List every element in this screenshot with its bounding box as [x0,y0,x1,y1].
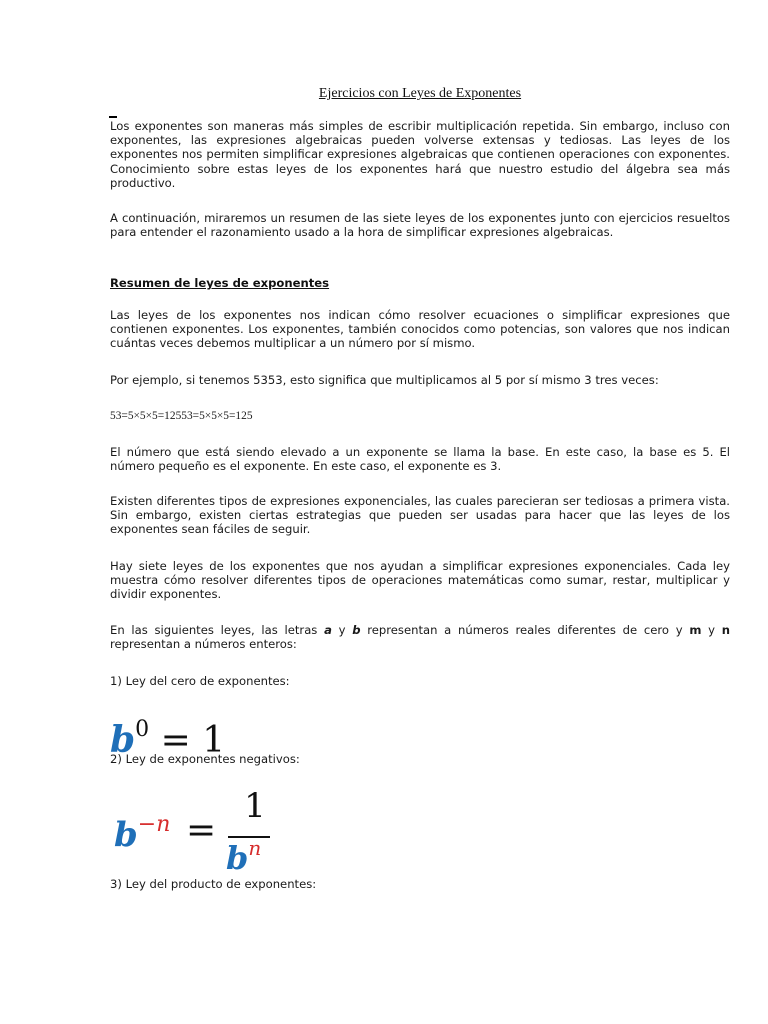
text-cursor [109,116,117,118]
variables-text-3: representan a números reales diferentes de cero y [360,623,690,637]
variable-n: n [721,623,730,637]
variable-a: a [324,623,332,637]
variables-text-5: representan a números enteros: [110,637,297,652]
fraction-denominator [226,836,261,877]
paragraph-base-exponent: El número que está siendo elevado a un exponente se llama la base. En este caso, la base es 5. El número pequeño es el exponente. En este caso, el exponente es 3. [110,445,730,474]
document-title: Ejercicios con Leyes de Exponentes [318,86,522,101]
formula-negative-exponent: −n [137,812,171,837]
formula-rhs: 1 [202,720,226,761]
paragraph-laws-intro: Las leyes de los exponentes nos indican cómo resolver ecuaciones o simplificar expresiones que contienen exponentes. Los exponentes, también conocidos como potencias, son valores que nos indican cuántas veces debemos multiplicar a un número por sí mismo. [110,308,730,351]
formula-lhs [114,812,170,855]
variable-m: m [689,623,702,637]
formula-equals: = [160,720,191,761]
paragraph-expression-types: Existen diferentes tipos de expresiones exponenciales, las cuales parecieran ser tediosas a primera vista. Sin embargo, existen ciertas estrategias que pueden ser usadas para hacer que las leyes de los exponentes sean fáciles de seguir. [110,494,730,537]
example-equation: 53=5×5×5=12553=5×5×5=125 [110,410,253,422]
paragraph-variables [110,623,730,651]
law-2-formula [110,786,310,880]
denominator-base: b [226,839,249,877]
paragraph-seven-laws: Hay siete leyes de los exponentes que nos ayudan a simplificar expresiones exponenciales. Cada ley muestra cómo resolver diferentes tipos de operaciones matemáticas como sumar, restar, multiplicar y dividir exponentes. [110,559,730,602]
variables-text-4: y [701,623,722,637]
intro-paragraph-1: Los exponentes son maneras más simples de escribir multiplicación repetida. Sin embargo, incluso con exponentes, las expresiones algebraicas pueden volverse extensas y tediosas. Las leyes de los exponentes nos permiten simplificar expresiones algebraicas que contienen operaciones con exponentes. Conocimiento sobre estas leyes de los exponentes hará que nuestro estudio del álgebra sea más productivo. [110,119,730,190]
formula-base: b [110,719,136,761]
formula-equals: = [186,810,217,851]
law-3-label: 3) Ley del producto de exponentes: [110,877,317,891]
denominator-exponent: n [248,836,262,860]
formula-exponent: 0 [135,717,150,742]
section-heading: Resumen de leyes de exponentes [110,276,330,290]
law-2-label: 2) Ley de exponentes negativos: [110,752,300,766]
paragraph-example: Por ejemplo, si tenemos 5353, esto significa que multiplicamos al 5 por sí mismo 3 tres veces: [110,373,659,387]
intro-paragraph-2: A continuación, miraremos un resumen de las siete leyes de los exponentes junto con ejercicios resueltos para entender el razonamiento usado a la hora de simplificar expresiones algebraicas. [110,211,730,240]
law-1-label: 1) Ley del cero de exponentes: [110,674,290,688]
variables-text-2: y [331,623,353,637]
fraction-numerator: 1 [244,786,266,826]
variable-b: b [352,623,361,637]
formula-base: b [114,815,138,855]
variables-text-1: En las siguientes leyes, las letras [110,623,325,637]
